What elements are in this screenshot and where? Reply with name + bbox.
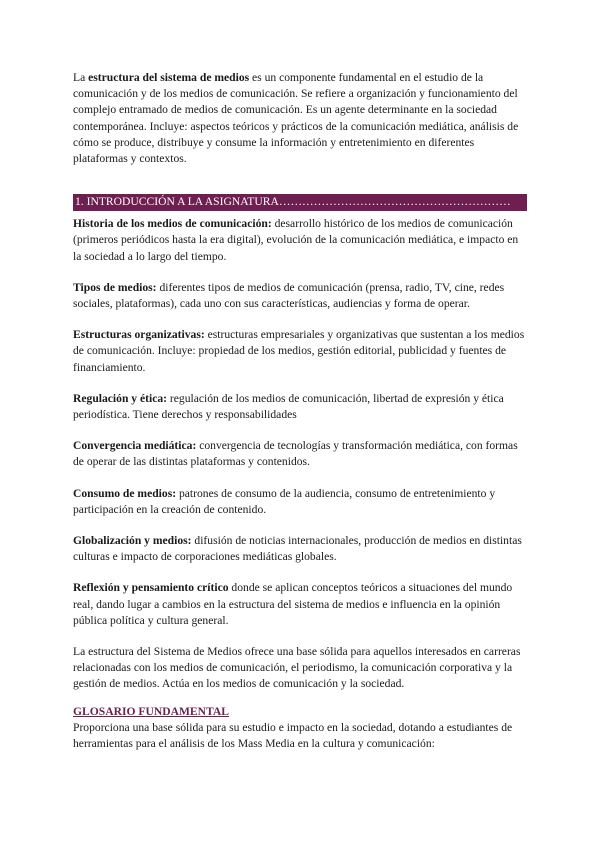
item-text: difusión de noticias internacionales, producción de medios en distintas culturas e impacto de corporaciones mediáticas globales.	[73, 534, 522, 564]
item-term: Historia de los medios de comunicación:	[73, 217, 272, 231]
list-item	[73, 438, 527, 470]
item-term: Tipos de medios:	[73, 280, 157, 294]
closing-paragraph: La estructura del Sistema de Medios ofrece una base sólida para aquellos interesados en carreras relacionadas con los medios de comunicación, el periodismo, la comunicación corporativa y la gestión de medios. Actúa en los medios de comunicación y la sociedad.	[73, 645, 521, 691]
item-term: Reflexión y pensamiento crítico	[73, 581, 229, 595]
list-item	[73, 216, 527, 265]
item-text: convergencia de tecnologías y transformación mediática, con formas de operar de las distintas plataformas y contenidos.	[73, 439, 518, 469]
list-item	[73, 580, 527, 629]
intro-lead: La	[73, 71, 89, 84]
intro-paragraph	[73, 70, 527, 167]
glossary-paragraph: Proporciona una base sólida para su estudio e impacto en la sociedad, dotando a estudiantes de herramientas para el análisis de los Mass Media en la cultura y comunicación:	[73, 720, 513, 750]
intro-bold-term: estructura del sistema de medios	[88, 71, 250, 84]
list-item	[73, 533, 527, 565]
section-heading-bar	[73, 194, 527, 211]
item-text: diferentes tipos de medios de comunicación (prensa, radio, TV, cine, redes sociales, plataformas), cada uno con sus características, audiencias y forma de operar.	[73, 280, 505, 311]
glossary-heading: GLOSARIO FUNDAMENTAL	[73, 704, 229, 718]
section-heading-text: 1. INTRODUCCIÓN A LA ASIGNATURA……………………………………………………	[75, 195, 511, 209]
item-text: donde se aplican conceptos teóricos a situaciones del mundo real, dando lugar a cambios en la estructura del sistema de medios e influencia en la opinión pública política y cultura general.	[73, 581, 513, 627]
item-text: patrones de consumo de la audiencia, consumo de entretenimiento y participación en la creación de contenido.	[73, 486, 496, 516]
intro-rest: es un componente fundamental en el estudio de la comunicación y de los medios de comunicación. Se refiere a organización y funcionamiento del complejo entramado de medios de comunicación. Es un agente determinante en la sociedad contemporánea. Incluye: aspectos teóricos y prácticos de la comunicación mediática, análisis de cómo se produce, distribuye y consume la información y entretenimiento en diferentes plataformas y contextos.	[73, 71, 519, 166]
list-item	[73, 486, 527, 518]
item-term: Estructuras organizativas:	[73, 328, 205, 342]
list-item	[73, 280, 527, 312]
item-text: regulación de los medios de comunicación, libertad de expresión y ética periodística. Tiene derechos y responsabilidades	[73, 391, 504, 422]
list-item	[73, 327, 527, 376]
item-term: Consumo de medios:	[73, 486, 177, 500]
item-term: Convergencia mediática:	[73, 439, 197, 453]
item-term: Globalización y medios:	[73, 534, 192, 548]
document-page	[73, 70, 527, 752]
item-term: Regulación y ética:	[73, 391, 168, 405]
list-item	[73, 391, 527, 423]
item-text: estructuras empresariales y organizativas que sustentan a los medios de comunicación. Incluye: propiedad de los medios, gestión editorial, publicidad y fuentes de financiamiento.	[73, 328, 525, 374]
item-text: desarrollo histórico de los medios de comunicación (primeros periódicos hasta la era digital), evolución de la comunicación mediática, e impacto en la sociedad a lo largo del tiempo.	[73, 217, 519, 263]
